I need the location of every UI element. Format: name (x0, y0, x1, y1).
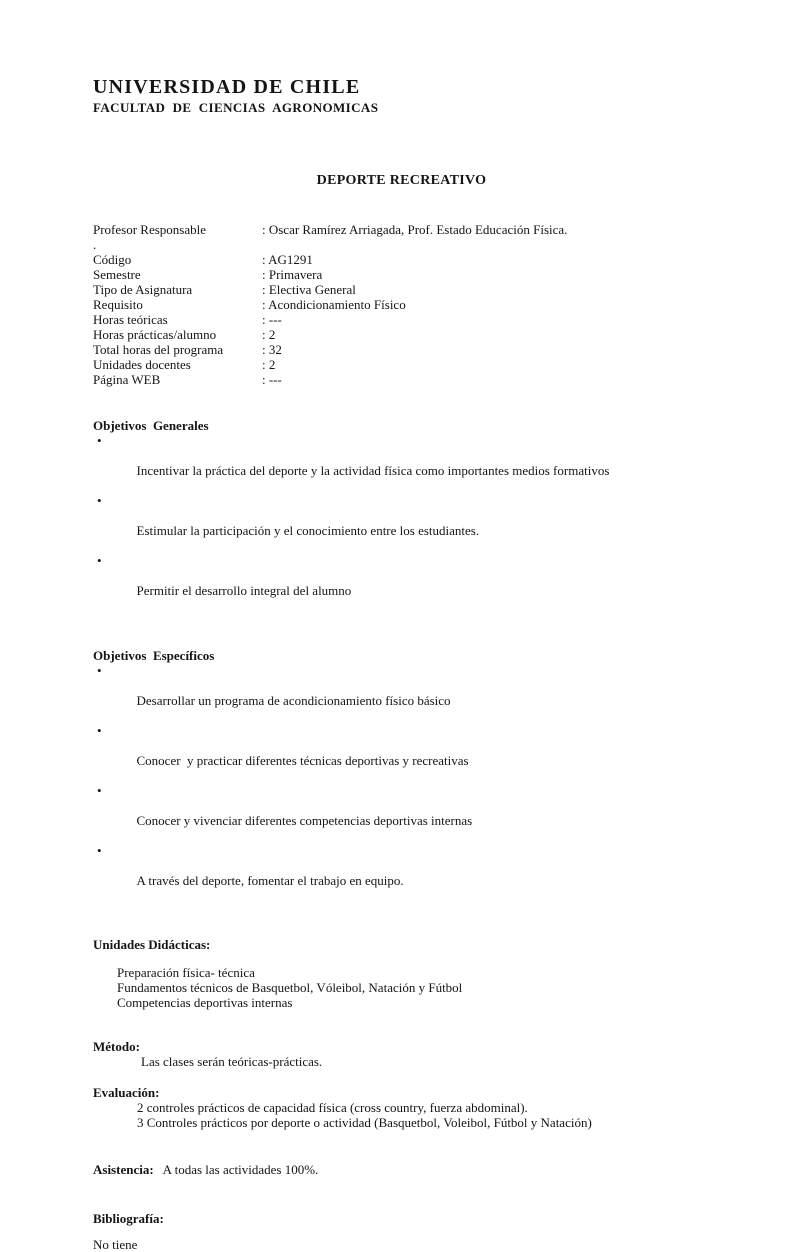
detail-value: : AG1291 (262, 252, 313, 267)
list-item-text: Estimular la participación y el conocimiento entre los estudiantes. (136, 523, 480, 538)
detail-label: Página WEB (93, 372, 161, 387)
list-item (93, 553, 710, 613)
list-item-text: A través del deporte, fomentar el trabajo en equipo. (136, 873, 404, 888)
bullet-icon: • (97, 493, 102, 508)
detail-value: : --- (262, 372, 282, 387)
section-heading: Objetivos Específicos (93, 648, 215, 663)
detail-label: Unidades docentes (93, 357, 191, 372)
section-objetivos-especificos (93, 648, 710, 903)
section-heading: Bibliografía: (93, 1211, 164, 1226)
detail-row-tipo-asignatura (93, 282, 710, 297)
detail-row-dot (93, 237, 710, 252)
bullet-icon: • (97, 663, 102, 678)
bibliografia-text: No tiene (93, 1237, 138, 1252)
list-item (93, 843, 710, 903)
bullet-icon: • (97, 433, 102, 448)
list-item-text: Incentivar la práctica del deporte y la actividad física como importantes medios formativos (136, 463, 610, 478)
bullet-icon: • (97, 843, 102, 858)
list-item: Preparación física- técnica (117, 965, 255, 980)
list-item: Competencias deportivas internas (117, 995, 293, 1010)
list-item (93, 493, 710, 553)
detail-label: Profesor Responsable (93, 222, 207, 237)
list-item (93, 783, 710, 843)
bullet-icon: • (97, 723, 102, 738)
detail-value: : --- (262, 312, 282, 327)
list-item: Fundamentos técnicos de Basquetbol, Vóleibol, Natación y Fútbol (117, 980, 463, 995)
detail-row-horas-practicas (93, 327, 710, 342)
list-item: 2 controles prácticos de capacidad física (cross country, fuerza abdominal). (137, 1100, 528, 1115)
list-item (93, 663, 710, 723)
section-heading: Unidades Didácticas: (93, 937, 211, 952)
detail-row-pagina-web (93, 372, 710, 387)
list-item: 3 Controles prácticos por deporte o actividad (Basquetbol, Voleibol, Fútbol y Natación) (137, 1115, 592, 1130)
bullet-icon: • (97, 553, 102, 568)
section-unidades-didacticas (93, 937, 710, 1010)
detail-label: Código (93, 252, 132, 267)
detail-value: : Oscar Ramírez Arriagada, Prof. Estado Educación Física. (262, 222, 568, 237)
metodo-text: Las clases serán teóricas-prácticas. (141, 1054, 323, 1069)
unidades-list (93, 965, 710, 1010)
section-bibliografia (93, 1211, 710, 1226)
letterhead (93, 75, 710, 115)
detail-row-horas-teoricas (93, 312, 710, 327)
bullet-icon: • (97, 783, 102, 798)
section-heading: Método: (93, 1039, 140, 1054)
list-item-text: Permitir el desarrollo integral del alumno (136, 583, 352, 598)
detail-row-total-horas (93, 342, 710, 357)
detail-row-semestre (93, 267, 710, 282)
section-evaluacion (93, 1085, 710, 1130)
detail-value: : 2 (262, 327, 276, 342)
list-item-text: Conocer y vivenciar diferentes competencias deportivas internas (136, 813, 473, 828)
detail-value: : Primavera (262, 267, 323, 282)
asistencia-text: A todas las actividades 100%. (162, 1162, 319, 1177)
list-item-text: Conocer y practicar diferentes técnicas deportivas y recreativas (136, 753, 469, 768)
detail-value: : Acondicionamiento Físico (262, 297, 406, 312)
detail-value: : Electiva General (262, 282, 356, 297)
detail-label: Tipo de Asignatura (93, 282, 193, 297)
detail-label: Requisito (93, 297, 143, 312)
detail-row-unidades-docentes (93, 357, 710, 372)
section-heading: Asistencia: (93, 1162, 154, 1177)
section-metodo (93, 1039, 710, 1069)
detail-label: Total horas del programa (93, 342, 224, 357)
detail-row-profesor (93, 222, 710, 237)
section-objetivos-generales (93, 418, 710, 613)
university-name: UNIVERSIDAD DE CHILE (93, 76, 361, 98)
section-asistencia (93, 1162, 710, 1177)
detail-label: Horas prácticas/alumno (93, 327, 217, 342)
detail-label: Semestre (93, 267, 141, 282)
section-heading: Objetivos Generales (93, 418, 209, 433)
detail-row-requisito (93, 297, 710, 312)
list-item-text: Desarrollar un programa de acondicionamiento físico básico (136, 693, 451, 708)
detail-label: Horas teóricas (93, 312, 168, 327)
detail-value: : 2 (262, 357, 276, 372)
faculty-name: FACULTAD DE CIENCIAS AGRONOMICAS (93, 100, 379, 115)
detail-row-codigo (93, 252, 710, 267)
list-item (93, 723, 710, 783)
section-heading: Evaluación: (93, 1085, 160, 1100)
course-details-table (93, 222, 710, 387)
detail-value: : 32 (262, 342, 282, 357)
list-item (93, 433, 710, 493)
course-title: DEPORTE RECREATIVO (316, 173, 487, 188)
detail-label: . (93, 237, 97, 252)
